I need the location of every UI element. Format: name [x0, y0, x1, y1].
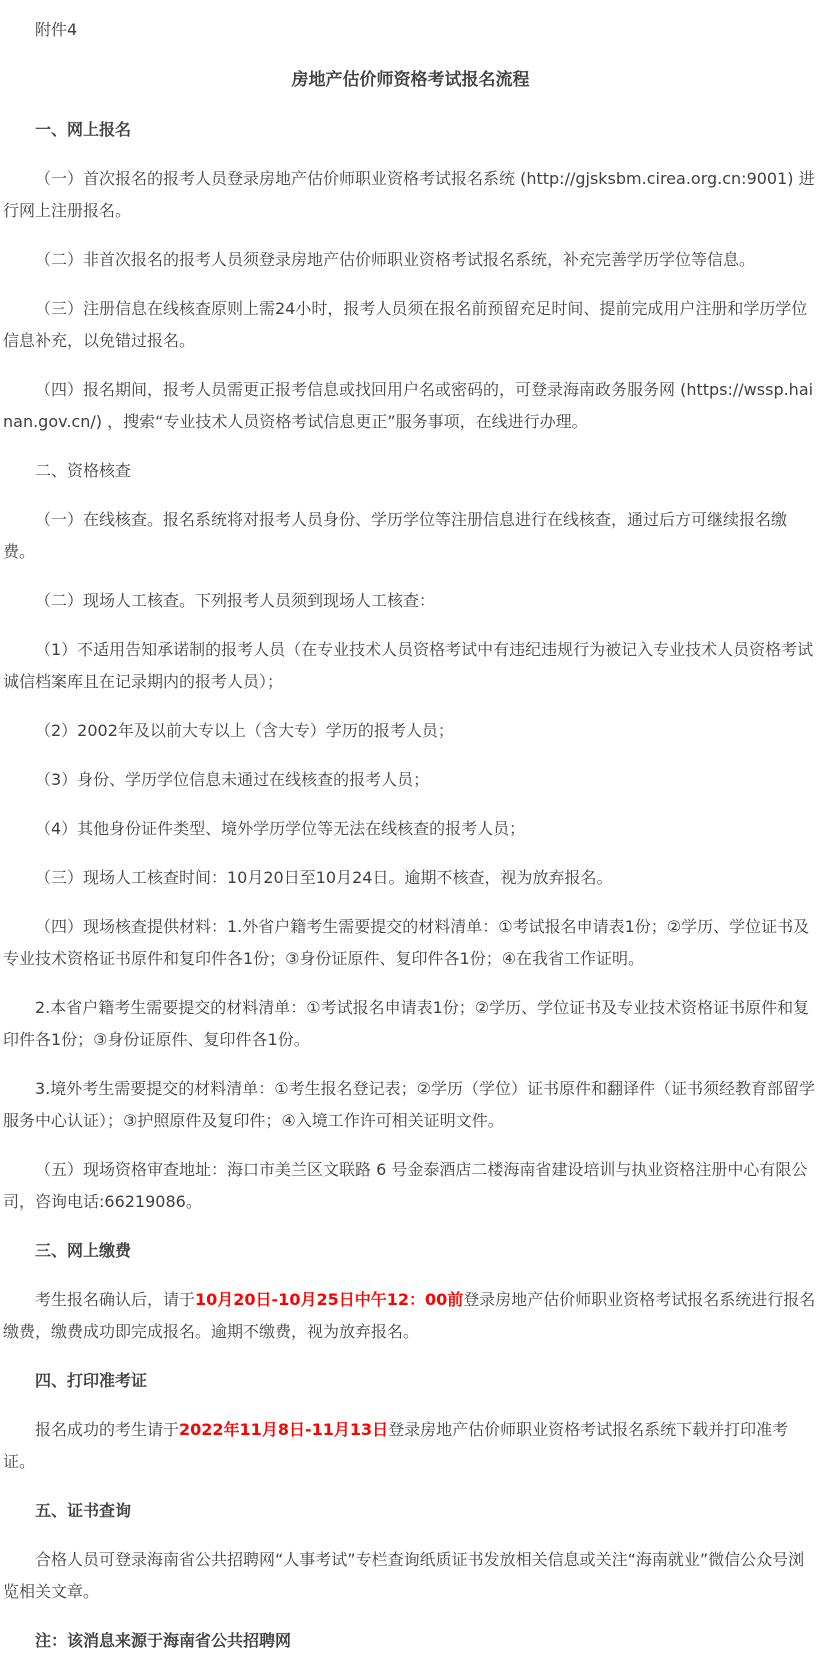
paragraph-text: 登录房地产估价师职业资格考试报名系统下载并打印准考证。	[3, 1420, 789, 1471]
paragraph-text: 考生报名确认后，请于	[35, 1290, 196, 1309]
paragraph	[3, 1284, 818, 1348]
paragraph-text: 登录房地产估价师职业资格考试报名系统进行报名缴费，缴费成功即完成报名。逾期不缴费，视为放弃报名。	[3, 1290, 816, 1341]
paragraph: （3）身份、学历学位信息未通过在线核查的报考人员；	[35, 770, 430, 789]
paragraph: （2）2002年及以前大专以上（含大专）学历的报考人员；	[35, 721, 454, 740]
paragraph: （1）不适用告知承诺制的报考人员（在专业技术人员资格考试中有违纪违规行为被记入专业技术人员资格考试诚信档案库且在记录期内的报考人员）；	[3, 640, 814, 691]
paragraph: （4）其他身份证件类型、境外学历学位等无法在线核查的报考人员；	[35, 819, 526, 838]
highlight-payment-deadline: 10月20日-10月25日中午12：00前	[195, 1290, 464, 1309]
attachment-label: 附件4	[35, 20, 78, 39]
document-title: 房地产估价师资格考试报名流程	[291, 70, 530, 90]
paragraph: 3.境外考生需要提交的材料清单：①考生报名登记表；②学历（学位）证书原件和翻译件（证书须经教育部留学服务中心认证）；③护照原件及复印件；④入境工作许可相关证明文件。	[3, 1079, 815, 1130]
paragraph: （一）首次报名的报考人员登录房地产估价师职业资格考试报名系统 (http://gjsksbm.cirea.org.cn:9001) 进行网上注册报名。	[3, 169, 815, 220]
section-heading-certificate-inquiry: 五、证书查询	[35, 1501, 132, 1520]
paragraph: （五）现场资格审查地址：海口市美兰区文联路 6 号金泰酒店二楼海南省建设培训与执业资格注册中心有限公司，咨询电话:66219086。	[3, 1160, 808, 1211]
source-note: 注：该消息来源于海南省公共招聘网	[35, 1631, 292, 1650]
section-heading-print-admission-ticket: 四、打印准考证	[35, 1371, 148, 1390]
highlight-print-dates: 2022年11月8日-11月13日	[179, 1420, 389, 1439]
paragraph: 2.本省户籍考生需要提交的材料清单：①考试报名申请表1份；②学历、学位证书及专业技术资格证书原件和复印件各1份；③身份证原件、复印件各1份。	[3, 998, 810, 1049]
paragraph: （二）非首次报名的报考人员须登录房地产估价师职业资格考试报名系统，补充完善学历学位等信息。	[35, 250, 756, 269]
paragraph: （一）在线核查。报名系统将对报考人员身份、学历学位等注册信息进行在线核查，通过后方可继续报名缴费。	[3, 510, 788, 561]
paragraph: （四）报名期间，报考人员需更正报考信息或找回用户名或密码的，可登录海南政务服务网 (https://wssp.hainan.gov.cn/) ，搜索“专业技术人员资格考试信息更正”服务事项，在线进行办理。	[3, 380, 814, 431]
paragraph: （三）现场人工核查时间：10月20日至10月24日。逾期不核查，视为放弃报名。	[35, 868, 613, 887]
section-heading-qualification-review: 二、资格核查	[35, 461, 132, 480]
paragraph	[3, 1414, 818, 1478]
paragraph: （四）现场核查提供材料：1.外省户籍考生需要提交的材料清单：①考试报名申请表1份；②学历、学位证书及专业技术资格证书原件和复印件各1份；③身份证原件、复印件各1份；④在我省工作证明。	[3, 917, 810, 968]
paragraph-text: 报名成功的考生请于	[35, 1420, 180, 1439]
paragraph: 合格人员可登录海南省公共招聘网“人事考试”专栏查询纸质证书发放相关信息或关注“海南就业”微信公众号浏览相关文章。	[3, 1550, 805, 1601]
paragraph: （三）注册信息在线核查原则上需24小时，报考人员须在报名前预留充足时间、提前完成用户注册和学历学位信息补充，以免错过报名。	[3, 299, 808, 350]
paragraph: （二）现场人工核查。下列报考人员须到现场人工核查：	[35, 591, 436, 610]
section-heading-online-registration: 一、网上报名	[35, 120, 132, 139]
section-heading-online-payment: 三、网上缴费	[35, 1241, 132, 1260]
